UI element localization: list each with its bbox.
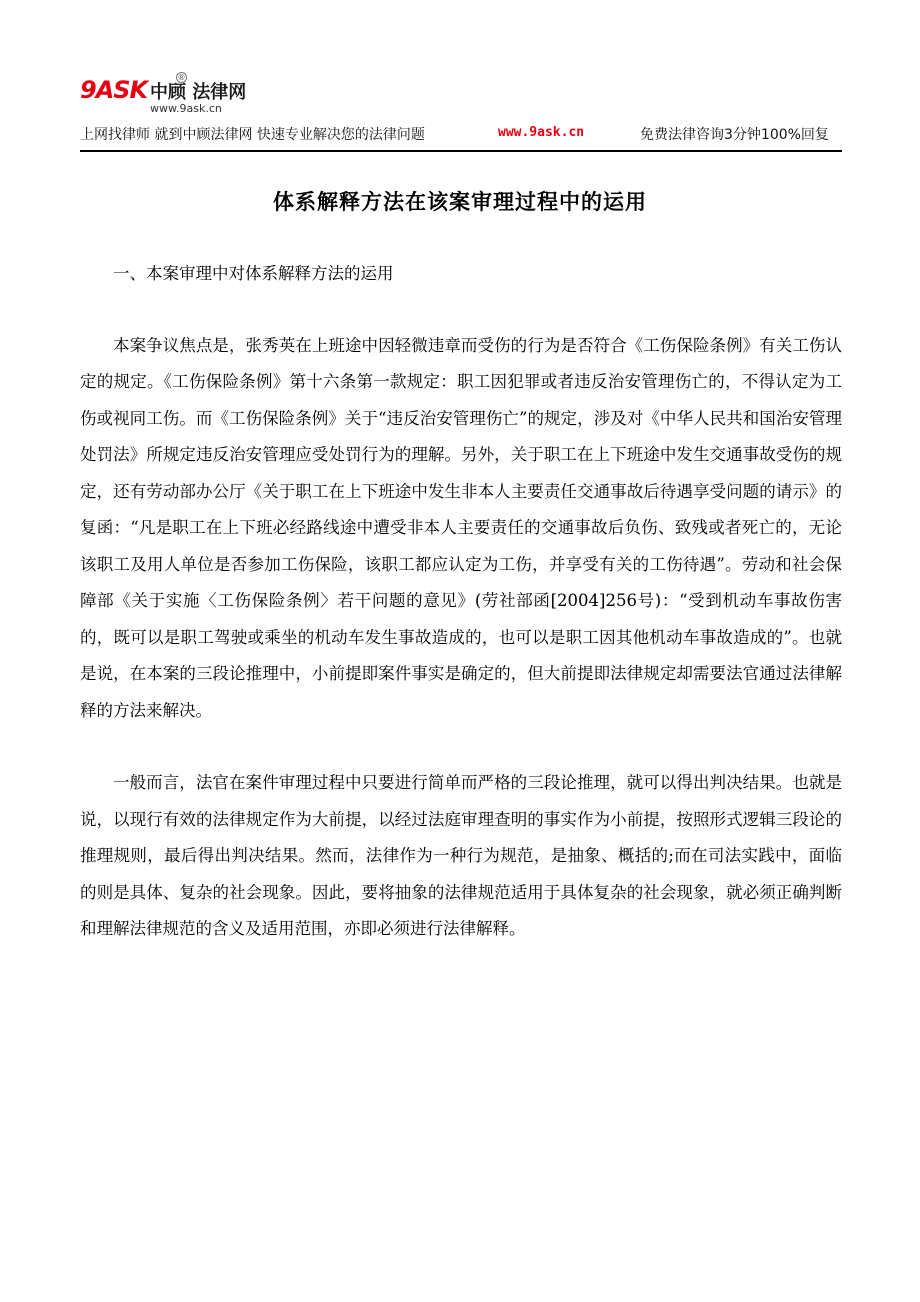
registered-trademark-icon: ®: [177, 73, 186, 82]
section-heading: 一、本案审理中对体系解释方法的运用: [113, 264, 394, 283]
tagline-right: 免费法律咨询3分钟100%回复: [640, 127, 829, 143]
body-paragraph-2: 一般而言，法官在案件审理过程中只要进行简单而严格的三段论推理，就可以得出判决结果。也就是说，以现行有效的法律规定作为大前提，以经过法庭审理查明的事实作为小前提，按照形式逻辑三段论的推理规则，最后得出判决结果。然而，法律作为一种行为规范，是抽象、概括的;而在司法实践中，面临的则是具体、复杂的社会现象。因此，要将抽象的法律规范适用于具体复杂的社会现象，就必须正确判断和理解法律规范的含义及适用范围，亦即必须进行法律解释。: [80, 773, 842, 938]
document-title: 体系解释方法在该案审理过程中的运用: [273, 190, 647, 214]
tagline-left: 上网找律师 就到中顾法律网 快速专业解决您的法律问题: [80, 127, 425, 143]
logo-brand-name: 中顾 法律网: [150, 82, 247, 103]
site-url-link[interactable]: www.9ask.cn: [498, 125, 585, 140]
document-body: [80, 256, 842, 984]
site-header: [80, 72, 842, 152]
header-divider: [80, 150, 842, 152]
logo-9ask-mark: 9ASK: [80, 76, 148, 104]
site-logo[interactable]: [80, 72, 340, 120]
body-paragraph-1: 本案争议焦点是，张秀英在上班途中因轻微违章而受伤的行为是否符合《工伤保险条例》有关工伤认定的规定。《工伤保险条例》第十六条第一款规定：职工因犯罪或者违反治安管理伤亡的，不得认定为工伤或视同工伤。而《工伤保险条例》关于“违反治安管理伤亡”的规定，涉及对《中华人民共和国治安管理处罚法》所规定违反治安管理应受处罚行为的理解。另外，关于职工在上下班途中发生交通事故受伤的规定，还有劳动部办公厅《关于职工在上下班途中发生非本人主要责任交通事故后待遇享受问题的请示》的复函：“凡是职工在上下班必经路线途中遭受非本人主要责任的交通事故后负伤、致残或者死亡的，无论该职工及用人单位是否参加工伤保险，该职工都应认定为工伤，并享受有关的工伤待遇”。劳动和社会保障部《关于实施〈工伤保险条例〉若干问题的意见》(劳社部函[2004]256号)：“受到机动车事故伤害的，既可以是职工驾驶或乘坐的机动车发生事故造成的，也可以是职工因其他机动车事故造成的”。也就是说，在本案的三段论推理中，小前提即案件事实是确定的，但大前提即法律规定却需要法官通过法律解释的方法来解决。: [80, 335, 842, 720]
header-tagline-bar: [80, 122, 842, 146]
logo-url: www.9ask.cn: [150, 102, 222, 115]
